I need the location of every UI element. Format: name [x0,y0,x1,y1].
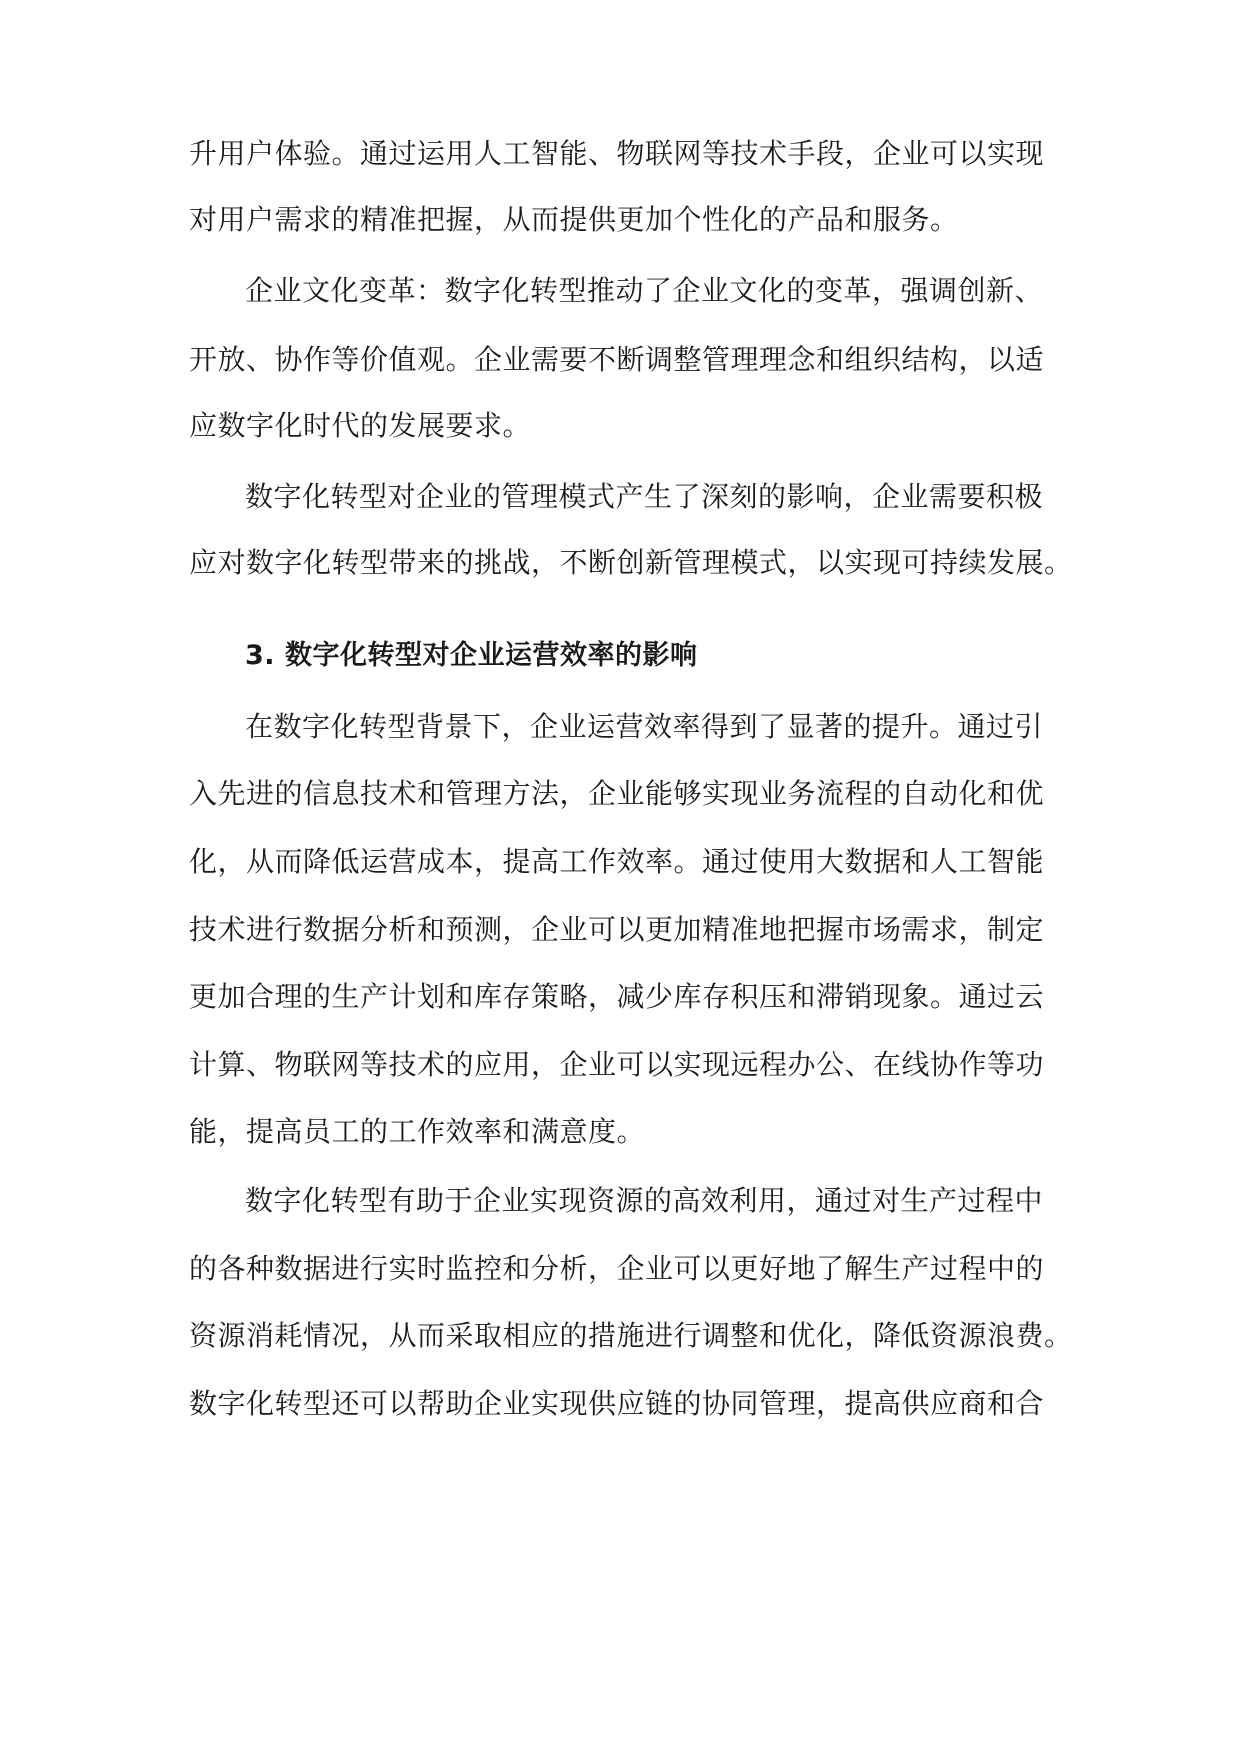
paragraph-line: 数字化转型对企业的管理模式产生了深刻的影响，企业需要积极 [245,480,1044,513]
paragraph-line: 化，从而降低运营成本，提高工作效率。通过使用大数据和人工智能 [189,845,1045,878]
paragraph-line: 企业文化变革：数字化转型推动了企业文化的变革，强调创新、 [245,274,1044,307]
paragraph-line: 更加合理的生产计划和库存策略，减少库存积压和滞销现象。通过云 [189,980,1045,1013]
paragraph-line: 数字化转型有助于企业实现资源的高效利用，通过对生产过程中 [245,1184,1044,1217]
paragraph-line: 能，提高员工的工作效率和满意度。 [189,1115,646,1148]
paragraph-line: 开放、协作等价值观。企业需要不断调整管理理念和组织结构，以适 [189,343,1045,376]
paragraph-line: 对用户需求的精准把握，从而提供更加个性化的产品和服务。 [189,203,959,236]
paragraph-line: 入先进的信息技术和管理方法，企业能够实现业务流程的自动化和优 [189,777,1045,810]
paragraph-line: 技术进行数据分析和预测，企业可以更加精准地把握市场需求，制定 [189,913,1045,946]
paragraph-line: 的各种数据进行实时监控和分析，企业可以更好地了解生产过程中的 [189,1252,1045,1285]
paragraph-line: 应数字化时代的发展要求。 [189,409,532,442]
paragraph-line: 计算、物联网等技术的应用，企业可以实现远程办公、在线协作等功 [189,1048,1045,1081]
paragraph-line: 数字化转型还可以帮助企业实现供应链的协同管理，提高供应商和合 [189,1387,1045,1420]
paragraph-line: 在数字化转型背景下，企业运营效率得到了显著的提升。通过引 [245,710,1044,743]
section-heading: 3. 数字化转型对企业运营效率的影响 [245,640,698,671]
paragraph-line: 应对数字化转型带来的挑战，不断创新管理模式，以实现可持续发展。 [189,546,1073,579]
paragraph-line: 资源消耗情况，从而采取相应的措施进行调整和优化，降低资源浪费。 [189,1319,1073,1352]
paragraph-line: 升用户体验。通过运用人工智能、物联网等技术手段，企业可以实现 [189,137,1045,170]
